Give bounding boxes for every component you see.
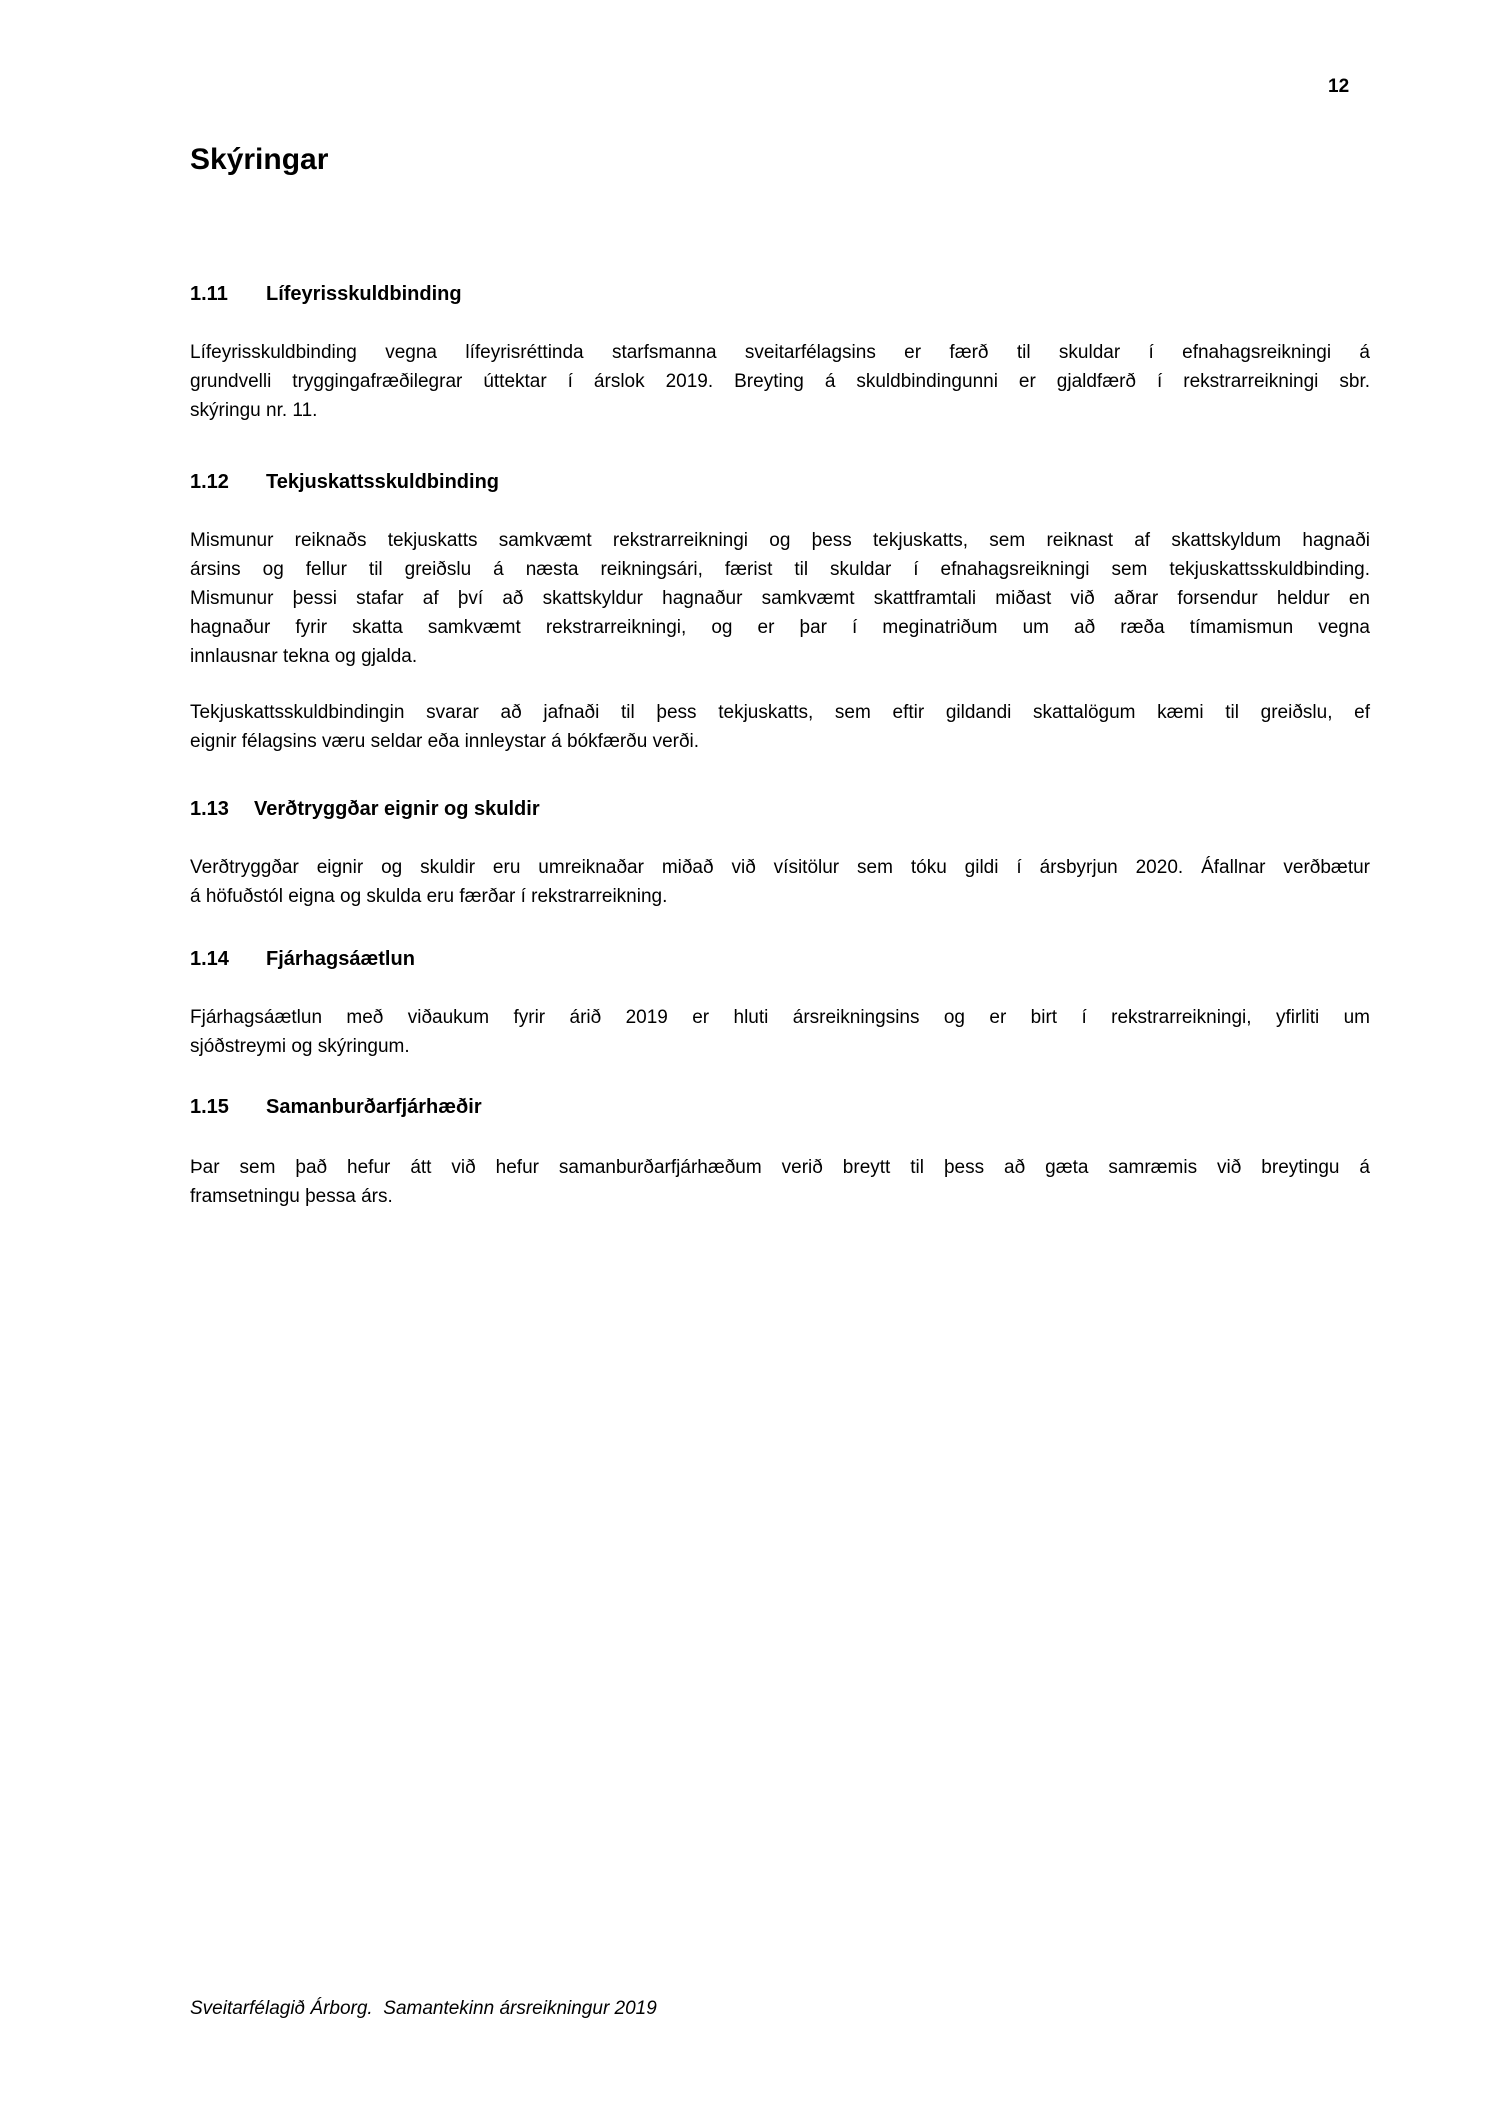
text-line: Fjárhagsáætlun með viðaukum fyrir árið 2019 er hluti ársreikningsins og er birt í rekstrarreikningi, yfirliti um xyxy=(190,1007,1370,1028)
text-line: ársins og fellur til greiðslu á næsta reikningsári, færist til skuldar í efnahagsreikningi sem tekjuskattsskuldbinding. xyxy=(190,559,1370,580)
paragraph xyxy=(190,853,1370,911)
section-heading-samanburdarfjarhaedir xyxy=(190,1095,1370,1119)
text-line: innlausnar tekna og gjalda. xyxy=(190,646,418,667)
paragraph xyxy=(190,698,1370,756)
paragraph xyxy=(190,1153,1370,1211)
text-line: á höfuðstól eigna og skulda eru færðar í rekstrarreikning. xyxy=(190,886,668,907)
section-title: Fjárhagsáætlun xyxy=(266,948,415,970)
text-line: Þar sem það hefur átt við hefur samanburðarfjárhæðum verið breytt til þess að gæta samræmis við breytingu á xyxy=(190,1157,1370,1178)
page-title: Skýringar xyxy=(190,143,329,176)
section-title: Lífeyrisskuldbinding xyxy=(266,283,462,305)
section-number: 1.11 xyxy=(190,283,228,305)
text-line: Lífeyrisskuldbinding vegna lífeyrisréttinda starfsmanna sveitarfélagsins er færð til skuldar í efnahagsreikningi á xyxy=(190,342,1370,363)
text-line: Mismunur þessi stafar af því að skattskyldur hagnaður samkvæmt skattframtali miðast við aðrar forsendur heldur en xyxy=(190,588,1370,609)
text-line: Mismunur reiknaðs tekjuskatts samkvæmt rekstrarreikningi og þess tekjuskatts, sem reiknast af skattskyldum hagnaði xyxy=(190,530,1370,551)
section-title: Verðtryggðar eignir og skuldir xyxy=(254,798,540,820)
text-line: Verðtryggðar eignir og skuldir eru umreiknaðar miðað við vísitölur sem tóku gildi í ársbyrjun 2020. Áfallnar verðbætur xyxy=(190,857,1370,878)
text-line: eignir félagsins væru seldar eða innleystar á bókfærðu verði. xyxy=(190,731,700,752)
text-line: skýringu nr. 11. xyxy=(190,400,318,421)
section-number: 1.14 xyxy=(190,948,229,970)
text-line: Tekjuskattsskuldbindingin svarar að jafnaði til þess tekjuskatts, sem eftir gildandi skattalögum kæmi til greiðslu, ef xyxy=(190,702,1370,723)
section-number: 1.15 xyxy=(190,1096,229,1118)
text-line: grundvelli tryggingafræðilegrar úttektar í árslok 2019. Breyting á skuldbindingunni er gjaldfærð í rekstrarreikningi sbr. xyxy=(190,371,1370,392)
paragraph xyxy=(190,1003,1370,1061)
text-line: sjóðstreymi og skýringum. xyxy=(190,1036,410,1057)
section-title: Samanburðarfjárhæðir xyxy=(266,1096,482,1118)
section-heading-tekjuskattsskuldbinding xyxy=(190,470,1370,494)
page-footer: Sveitarfélagið Árborg. Samantekinn ársreikningur 2019 xyxy=(190,1998,657,2019)
section-title: Tekjuskattsskuldbinding xyxy=(266,471,499,493)
section-number: 1.13 xyxy=(190,798,229,820)
section-heading-verdtryggdar-eignir-og-skuldir xyxy=(190,797,1370,821)
section-heading-lifeyrisskuldbinding xyxy=(190,282,1370,306)
section-heading-fjarhagsaaetlun xyxy=(190,947,1370,971)
page-number: 12 xyxy=(1328,76,1350,97)
text-line: hagnaður fyrir skatta samkvæmt rekstrarreikningi, og er þar í meginatriðum um að ræða tímamismun vegna xyxy=(190,617,1370,638)
text-line: framsetningu þessa árs. xyxy=(190,1186,393,1207)
paragraph xyxy=(190,338,1370,425)
paragraph xyxy=(190,526,1370,671)
section-number: 1.12 xyxy=(190,471,229,493)
